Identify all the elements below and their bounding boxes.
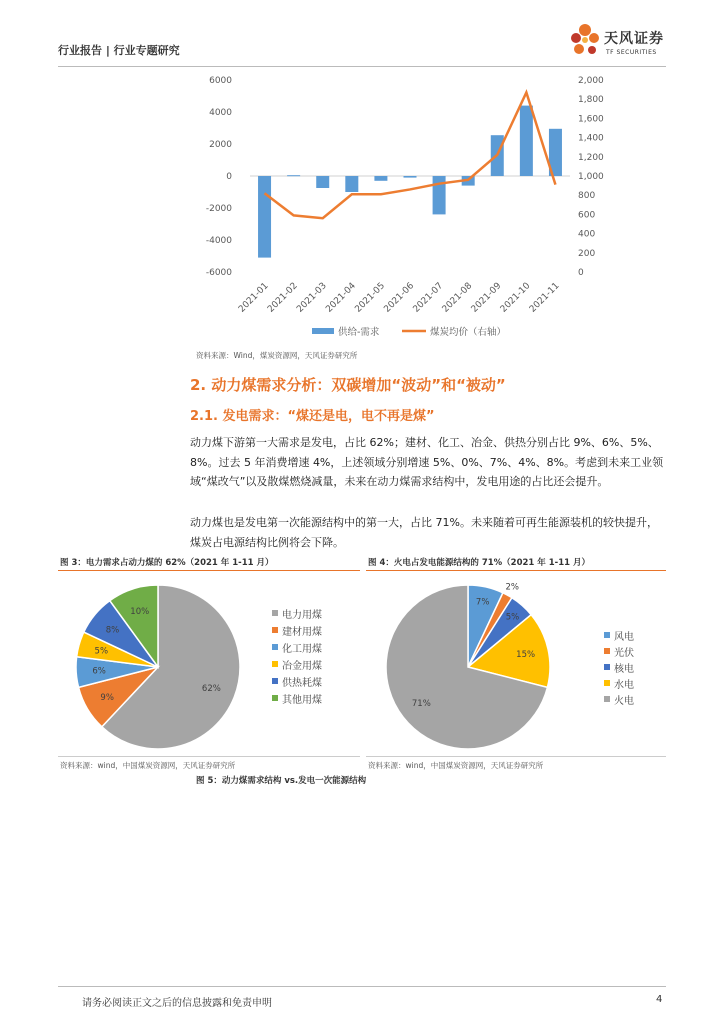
legend-label-bar: 供给-需求 [338,327,380,338]
legend-swatch [272,695,278,701]
y-left-tick-label: 6000 [209,76,232,86]
bar-supply-demand [404,176,417,178]
y-right-tick-label: 1,200 [578,152,604,163]
y-right-tick-label: 1,400 [578,133,604,144]
figure-4-bottom-rule [366,756,666,757]
x-tick-label: 2021-04 [324,281,358,315]
x-tick-label: 2021-01 [237,281,271,315]
legend-label: 风电 [614,632,634,643]
header-title: 行业报告 | 行业专题研究 [58,44,180,57]
x-tick-label: 2021-09 [469,281,504,315]
figure-3-rule [58,570,360,571]
pie-value-label: 71% [411,699,431,710]
pie-value-label: 15% [516,650,536,661]
section-heading: 2. 动力煤需求分析：双碳增加“波动”和“被动” [190,376,506,394]
figure-5-title: 图 5：动力煤需求结构 vs.发电一次能源结构 [196,776,367,786]
bar-supply-demand [345,176,358,192]
y-right-tick-label: 1,800 [578,95,604,106]
legend-label-line: 煤炭均价（右轴） [430,327,507,338]
figure-4-rule [366,570,666,571]
legend-swatch-bar [312,328,334,334]
bar-supply-demand [520,106,533,176]
legend-swatch [604,632,610,638]
y-left-tick-label: 0 [226,172,232,182]
y-right-tick-label: 400 [578,229,596,240]
figure-3-title: 图 3：电力需求占动力煤的 62%（2021 年 1-11 月） [60,558,274,568]
legend-label: 核电 [614,664,634,675]
bar-supply-demand [287,175,300,176]
legend-swatch [604,680,610,686]
x-tick-label: 2021-11 [527,281,562,315]
legend-label: 其他用煤 [282,695,322,706]
figure-4-legend [604,628,664,718]
pie-value-label: 62% [201,684,221,695]
legend-swatch [604,696,610,702]
y-right-tick-label: 800 [578,191,596,202]
supply-demand-price-chart [190,70,610,350]
legend-label: 光伏 [614,648,634,659]
figure-4-title: 图 4：火电占发电能源结构的 71%（2021 年 1-11 月） [368,558,590,568]
y-right-tick-label: 2,000 [578,76,604,86]
legend-swatch [272,627,278,633]
y-right-tick-label: 1,000 [578,172,604,182]
legend-swatch [272,610,278,616]
line-coal-price [265,92,556,218]
x-tick-label: 2021-10 [498,281,533,315]
legend-swatch [272,678,278,684]
footer-divider [58,986,666,987]
legend-label: 建材用煤 [282,627,322,638]
legend-swatch [604,648,610,654]
x-tick-label: 2021-05 [353,281,388,315]
logo-text-cn: 天风证券 [604,31,664,47]
pie-value-label: 10% [130,606,150,617]
pie-value-label: 7% [475,597,490,608]
pie-value-label: 6% [92,666,106,677]
legend-label: 水电 [614,680,634,691]
y-left-tick-label: 4000 [209,108,232,118]
source-note-1: 资料来源：Wind，煤炭资源网，天风证券研究所 [196,351,358,360]
x-tick-label: 2021-02 [266,281,300,315]
y-left-tick-label: 2000 [209,140,232,150]
paragraph-1: 动力煤下游第一大需求是发电，占比 62%；建材、化工、冶金、供热分别占比 9%、6%、5%、8%。过去 5 年消费增速 4%，上述领域分别增速 5%、0%、7%、4%、8%。考虑到未来工业领域“煤改气”以及散煤燃烧减量，未来在动力煤需求结构中，发电用途的占比还会提升。 [190,436,664,488]
bar-supply-demand [374,176,387,181]
legend-label: 电力用煤 [282,610,322,621]
x-tick-label: 2021-03 [295,281,329,315]
logo [568,20,678,64]
paragraph-2: 动力煤也是发电第一次能源结构中的第一大，占比 71%。未来随着可再生能源装机的较快提升，煤炭占电源结构比例将会下降。 [190,516,658,549]
figure-3-bottom-rule [58,756,360,757]
pie-value-label: 9% [100,693,114,704]
y-right-tick-label: 0 [578,268,584,278]
legend-swatch [272,644,278,650]
y-left-tick-label: -2000 [205,204,232,214]
figure-3-legend [272,606,362,716]
legend-swatch [604,664,610,670]
footer-disclaimer: 请务必阅读正文之后的信息披露和免责申明 [82,998,272,1009]
legend-label: 火电 [614,696,634,707]
x-tick-label: 2021-06 [382,281,417,315]
subsection-heading: 2.1. 发电需求：“煤还是电，电不再是煤” [190,409,435,424]
y-left-tick-label: -6000 [205,268,232,278]
logo-flower-icon [568,20,602,64]
legend-swatch [272,661,278,667]
legend-label: 化工用煤 [282,644,322,655]
y-right-tick-label: 200 [578,248,596,259]
legend-label: 冶金用煤 [282,661,322,672]
x-tick-label: 2021-08 [440,281,475,315]
pie-value-label: 5% [94,646,109,657]
bar-supply-demand [316,176,329,188]
x-tick-label: 2021-07 [411,281,446,315]
y-right-tick-label: 600 [578,210,596,221]
y-right-tick-label: 1,600 [578,114,604,125]
y-left-tick-label: -4000 [205,236,232,246]
pie-value-label: 5% [505,612,520,623]
bar-supply-demand [433,176,446,214]
logo-text-en: TF SECURITIES [606,49,657,56]
pie-value-label: 8% [105,625,120,636]
page-number: 4 [656,994,663,1005]
legend-label: 供热耗煤 [282,678,322,689]
pie-value-label: 2% [505,582,519,593]
figure-3-source: 资料来源：wind，中国煤炭资源网，天风证券研究所 [60,761,236,770]
bar-supply-demand [258,176,271,258]
figure-4-source: 资料来源：wind，中国煤炭资源网，天风证券研究所 [368,761,544,770]
header-divider [58,66,666,67]
